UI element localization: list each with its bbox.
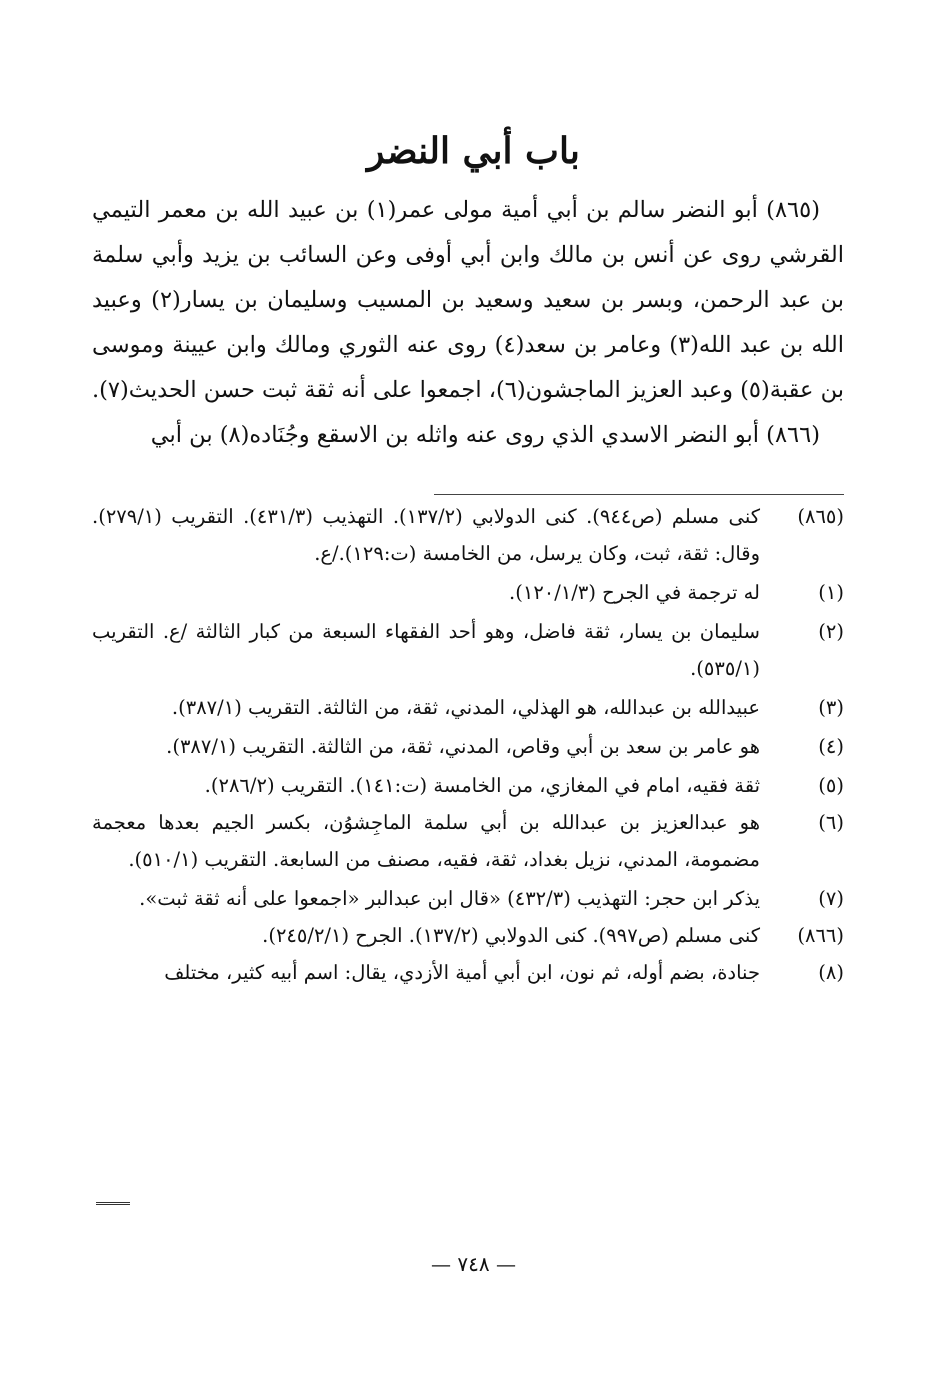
footnote-text: هو عامر بن سعد بن أبي وقاص، المدني، ثقة، من الثالثة. التقريب (٣٨٧/١).: [166, 735, 760, 758]
footnote-text: جنادة، بضم أوله، ثم نون، ابن أبي أمية الأزدي، يقال: اسم أبيه كثير، مختلف: [164, 961, 760, 984]
footnote-text: له ترجمة في الجرح (١٢٠/١/٣).: [509, 581, 760, 604]
footnote-text: كنى مسلم (ص٩٩٧). كنى الدولابي (١٣٧/٢). الجرح (٢٤٥/٢/١).: [262, 924, 760, 947]
footnote-2: [92, 613, 844, 687]
footnote-number: (٥): [818, 774, 844, 797]
footnote-number: (٦): [818, 811, 844, 834]
footnote-6: [92, 804, 844, 878]
entry-866: (٨٦٦) أبو النضر الاسدي الذي روى عنه واثله بن الاسقع وجُنَاده(٨) بن أبي: [150, 422, 820, 448]
footnote-7: [92, 880, 844, 917]
footnote-3: [92, 689, 844, 726]
footnote-number: (٨): [818, 961, 844, 984]
footnote-text: ثقة فقيه، امام في المغازي، من الخامسة (ت:١٤١). التقريب (٢٨٦/٢).: [204, 774, 760, 797]
footnote-number: (٨٦٦): [797, 924, 844, 947]
footnote-number: (٨٦٥): [797, 505, 844, 528]
footnote-number: (٤): [818, 735, 844, 758]
chapter-heading: باب أبي النضر: [367, 130, 580, 172]
footnotes: [92, 498, 844, 991]
footnote-text: هو عبدالعزيز بن عبدالله بن أبي سلمة الماجِشوُن، بكسر الجيم بعدها معجمة مضمومة، المدني، نزيل بغداد، ثقة، فقيه، مصنف من السابعة. التقريب (٥١٠/١).: [92, 811, 760, 871]
main-text: [92, 188, 844, 458]
footnote-divider: [434, 494, 844, 495]
footnote-866: [92, 917, 844, 954]
footnote-text: سليمان بن يسار، ثقة فاضل، وهو أحد الفقهاء السبعة من كبار الثالثة /ع. التقريب (٥٣٥/١).: [92, 620, 760, 680]
footnote-8: [92, 954, 844, 991]
continuation-mark: [96, 1202, 130, 1205]
footnote-4: [92, 728, 844, 765]
footnote-5: [92, 767, 844, 804]
footnote-text: يذكر ابن حجر: التهذيب (٤٣٢/٣) «قال ابن عبدالبر «اجمعوا على أنه ثقة ثبت».: [139, 887, 760, 910]
footnote-number: (١): [818, 581, 844, 604]
footnote-text: عبيدالله بن عبدالله، هو الهذلي، المدني، ثقة، من الثالثة. التقريب (٣٨٧/١).: [171, 696, 760, 719]
footnote-865: [92, 498, 844, 572]
footnote-1: [92, 574, 844, 611]
footnote-text: كنى مسلم (ص٩٤٤). كنى الدولابي (١٣٧/٢). التهذيب (٤٣١/٣). التقريب (٢٧٩/١). وقال: ثقة، ثبت، وكان يرسل، من الخامسة (ت:١٢٩)./ع.: [92, 505, 760, 565]
footnote-number: (٣): [818, 696, 844, 719]
page-number: — ٧٤٨ —: [431, 1252, 516, 1276]
entry-865: (٨٦٥) أبو النضر سالم بن أبي أمية مولى عمر(١) بن عبيد الله بن معمر التيمي القرشي روى عن أنس بن مالك وابن أبي أوفى وعن السائب بن يزيد وأبي سلمة بن عبد الرحمن، وبسر بن سعيد وسعيد بن المسيب وسليمان بن يسار(٢) وعبيد الله بن عبد الله(٣) وعامر بن سعد(٤) روى عنه الثوري ومالك وابن عيينة وموسى بن عقبة(٥) وعبد العزيز الماجشون(٦)، اجمعوا على أنه ثقة ثبت حسن الحديث(٧).: [91, 197, 844, 403]
footnote-number: (٢): [818, 620, 844, 643]
footnote-number: (٧): [818, 887, 844, 910]
